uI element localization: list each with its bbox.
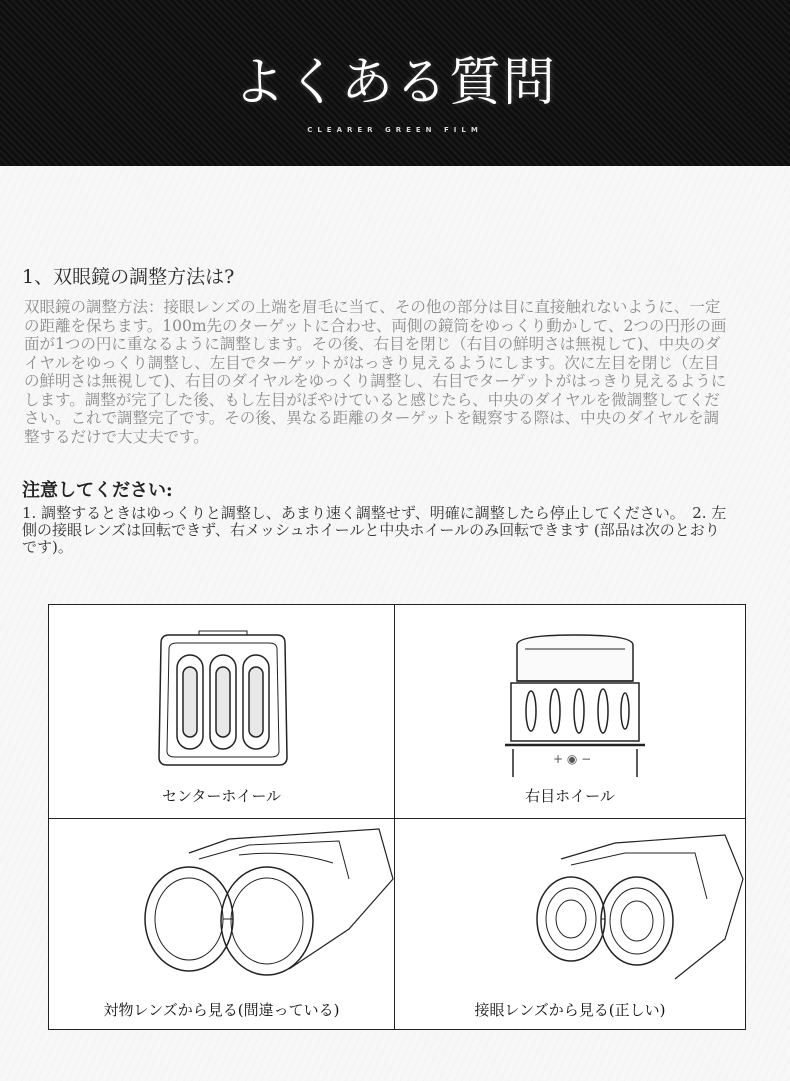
objective-view-caption: 対物レンズから見る(間違っている) [103, 1001, 340, 1019]
notice-title: 注意してください: [22, 480, 173, 501]
faq-answer: 双眼鏡の調整方法：接眼レンズの上端を眉毛に当て、その他の部分は目に直接触れないように、一定の距離を保ちます。100m先のターゲットに合わせ、両側の鏡筒をゆっくり動かして、2つの円形の画面が1つの円に重なるように調整します。その後、右目を閉じ（右目の鮮明さは無視して)、中央のダイヤルをゆっくり調整し、左目でターゲットがはっきり見えるようにします。次に左目を閉じ（左目の鮮明さは無視して)、右目のダイヤルをゆっくり調整し、右目でターゲットがはっきり見えるようにします。調整が完了した後、もし左目がぼやけていると感じたら、中央のダイヤルを微調整してください。これで調整完了です。その後、異なる距離のターゲットを観察する際は、中央のダイヤルを調整するだけで大丈夫です。 [24, 298, 727, 446]
center-wheel-caption: センターホイール [161, 787, 282, 805]
page-subtitle: CLEARER GREEN FILM [307, 126, 483, 134]
eyepiece-view-caption: 接眼レンズから見る(正しい) [474, 1001, 666, 1019]
objective-view-cell [49, 819, 395, 1029]
faq-question: 1、双眼鏡の調整方法は? [22, 266, 235, 288]
svg-text:+ ◉ −: + ◉ − [553, 752, 592, 766]
header-banner [0, 0, 790, 166]
parts-grid [48, 604, 746, 1030]
page-title: よくある質問 [232, 53, 557, 113]
objective-view-illustration [49, 819, 395, 1029]
eyepiece-view-cell [395, 819, 745, 1029]
center-wheel-cell [49, 605, 395, 819]
notice-body: 1. 調整するときはゆっくりと調整し、あまり速く調整せず、明確に調整したら停止してください。 2. 左側の接眼レンズは回転できず、右メッシュホイールと中央ホイールのみ回転できます (部品は次のとおりです)。 [22, 504, 727, 556]
right-wheel-cell [395, 605, 745, 819]
eyepiece-view-illustration [395, 819, 745, 1029]
right-wheel-caption: 右目ホイール [525, 787, 615, 805]
